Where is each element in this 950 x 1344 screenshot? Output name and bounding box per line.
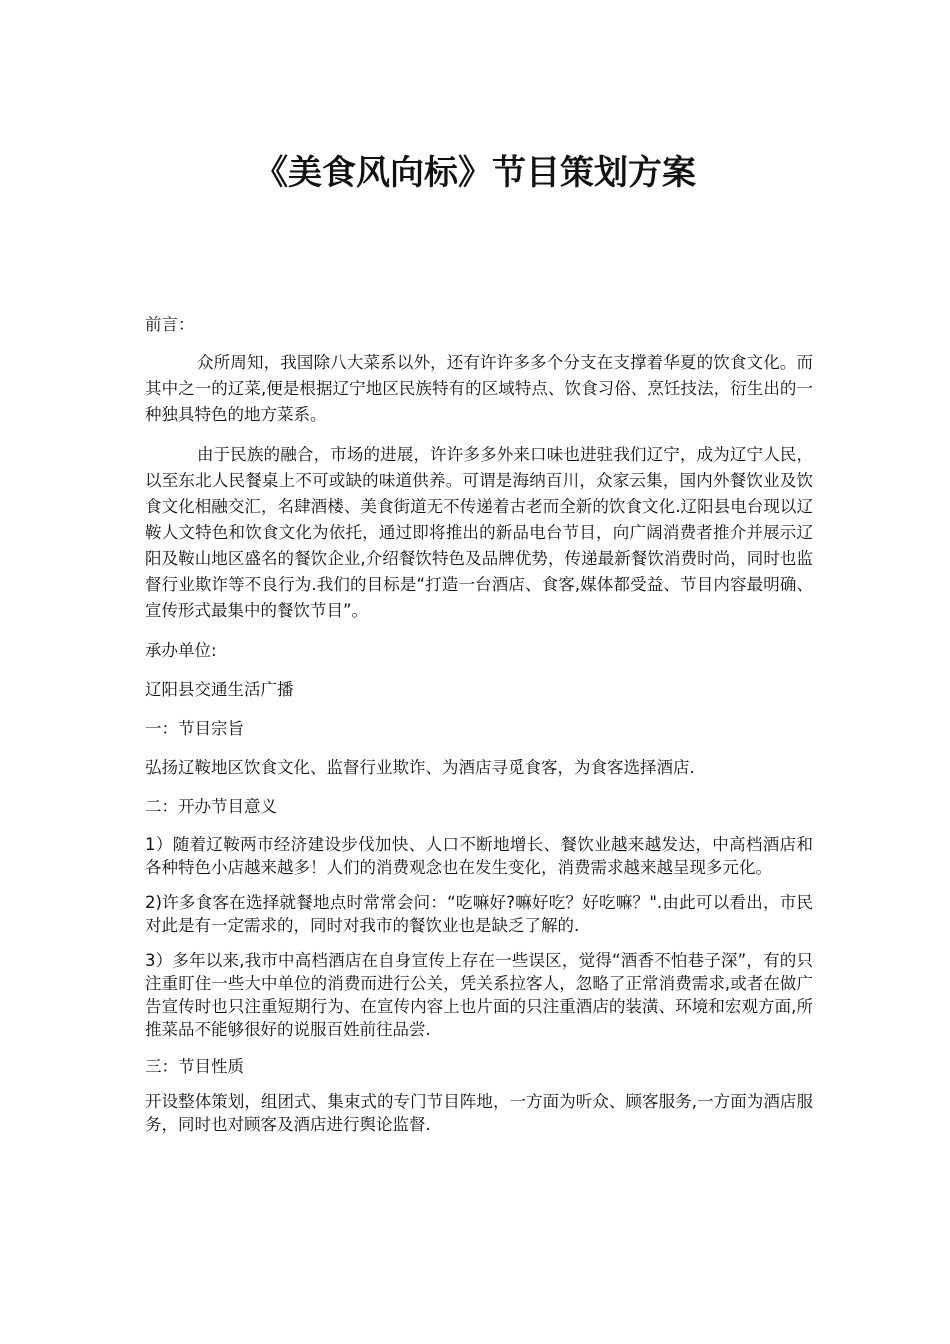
organizer-name: 辽阳县交通生活广播 — [145, 680, 294, 699]
document-title: 《美食风向标》节目策划方案 — [254, 153, 696, 193]
section-2-heading: 二：开办节目意义 — [145, 797, 277, 816]
preface-paragraph-1: 众所周知，我国除八大菜系以外，还有许许多多个分支在支撑着华夏的饮食文化。而其中之一的辽菜,便是根据辽宁地区民族特有的区域特点、饮食习俗、烹饪技法，衍生出的一种独具特色的地方菜系。 — [145, 353, 813, 424]
section-1-text: 弘扬辽鞍地区饮食文化、监督行业欺诈、为酒店寻觅食客，为食客选择酒店. — [145, 758, 695, 777]
document-body — [145, 312, 813, 1150]
section-3-heading: 三：节目性质 — [145, 1057, 244, 1076]
preface-label: 前言： — [145, 315, 195, 334]
section-3-text: 开设整体策划，组团式、集束式的专门节目阵地，一方面为听众、顾客服务,一方面为酒店服务，同时也对顾客及酒店进行舆论监督. — [145, 1092, 813, 1134]
section-2-item-3: 3）多年以来,我市中高档酒店在自身宣传上存在一些误区，觉得“酒香不怕巷子深”，有的只注重盯住一些大中单位的消费而进行公关，凭关系拉客人，忽略了正常消费需求,或者在做广告宣传时也只注重短期行为、在宣传内容上也片面的只注重酒店的装潢、环境和宏观方面,所推菜品不能够很好的说服百姓前往品尝. — [145, 951, 813, 1039]
section-2-item-1: 1）随着辽鞍两市经济建设步伐加快、人口不断地增长、餐饮业越来越发达，中高档酒店和各种特色小店越来越多！人们的消费观念也在发生变化，消费需求越来越呈现多元化。 — [145, 835, 813, 877]
organizer-label: 承办单位: — [145, 641, 217, 660]
preface-paragraph-2: 由于民族的融合，市场的进展，许许多多外来口味也进驻我们辽宁，成为辽宁人民，以至东北人民餐桌上不可或缺的味道供养。可谓是海纳百川，众家云集，国内外餐饮业及饮食文化相融交汇，名肆酒楼、美食街道无不传递着古老而全新的饮食文化.辽阳县电台现以辽鞍人文特色和饮食文化为依托，通过即将推出的新品电台节目，向广阔消费者推介并展示辽阳及鞍山地区盛名的餐饮企业,介绍餐饮特色及品牌优势，传递最新餐饮消费时尚，同时也监督行业欺诈等不良行为.我们的目标是“打造一台酒店、食客,媒体都受益、节目内容最明确、宣传形式最集中的餐饮节目”。 — [145, 445, 813, 620]
section-1-heading: 一：节目宗旨 — [145, 719, 244, 738]
section-2-item-2: 2)许多食客在选择就餐地点时常常会问：“吃嘛好?嘛好吃？好吃嘛？".由此可以看出，市民对此是有一定需求的，同时对我市的餐饮业也是缺乏了解的. — [145, 893, 813, 935]
